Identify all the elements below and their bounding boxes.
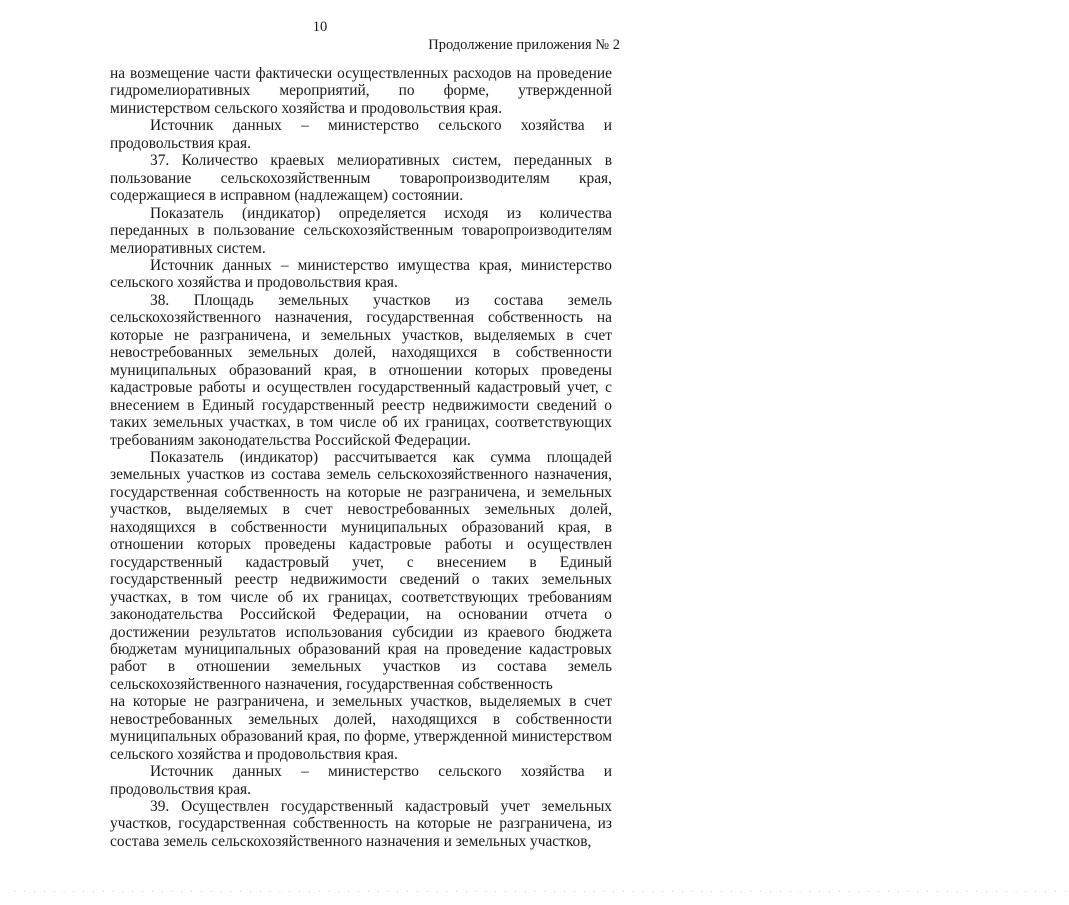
paragraph-continuation: на которые не разграничена, и земельных участков, выделяемых в счет невостребованных земельных долей, находящихся в собственности муниципальных образований края, по форме, утвержденной министерством сельского хозяйства и продовольствия края. <box>110 693 612 763</box>
document-body <box>110 65 612 850</box>
paragraph-data-source: Источник данных – министерство сельского хозяйства и продовольствия края. <box>110 763 612 798</box>
paragraph-item-37: 37. Количество краевых мелиоративных систем, переданных в пользование сельскохозяйственным товаропроизводителям края, содержащиеся в исправном (надлежащем) состоянии. <box>110 152 612 205</box>
paragraph-item-39: 39. Осуществлен государственный кадастровый учет земельных участков, государственная собственность на которые не разграничена, из состава земель сельскохозяйственного назначения и земельных участков, <box>110 798 612 850</box>
paragraph-continuation: на возмещение части фактически осуществленных расходов на проведение гидромелиоративных мероприятий, по форме, утвержденной министерством сельского хозяйства и продовольствия края. <box>110 65 612 117</box>
running-head: Продолжение приложения № 2 <box>428 37 620 53</box>
paragraph-item-38: 38. Площадь земельных участков из состава земель сельскохозяйственного назначения, государственная собственность на которые не разграничена, и земельных участков, выделяемых в счет невостребованных земельных долей, находящихся в собственности муниципальных образований края, в отношении которых проведены кадастровые работы и осуществлен государственный кадастровый учет, с внесением в Единый государственный реестр недвижимости сведений о таких земельных участках, в том числе об их границах, соответствующих требованиям законодательства Российской Федерации. <box>110 291 612 449</box>
scan-dot-artifact: . . . . . . . . . . . . . . . . . . . . . . . . . . . . . . . . . . . . . . . . . . . . . . . . . . . . . . . . . . . . . . . . . . . . . . . . . . . . . . . . . . . . . . . . . . . . . . . . . . . . . . . . . . . . <box>14 887 1069 894</box>
paragraph-data-source: Источник данных – министерство сельского хозяйства и продовольствия края. <box>110 117 612 152</box>
page-number: 10 <box>312 19 328 35</box>
paragraph-data-source: Источник данных – министерство имущества края, министерство сельского хозяйства и продовольствия края. <box>110 256 612 292</box>
paragraph-indicator: Показатель (индикатор) определяется исходя из количества переданных в пользование сельскохозяйственным товаропроизводителям мелиоративных систем. <box>110 204 612 257</box>
paragraph-indicator: Показатель (индикатор) рассчитывается как сумма площадей земельных участков из состава земель сельскохозяйственного назначения, государственная собственность на которые не разграничена, и земельных участков, выделяемых в счет невостребованных земельных долей, находящихся в собственности муниципальных образований края, в отношении которых проведены кадастровые работы и осуществлен государственный кадастровый учет, с внесением в Единый государственный реестр недвижимости сведений о таких земельных участках, в том числе об их границах, соответствующих требованиям законодательства Российской Федерации, на основании отчета о достижении результатов использования субсидии из краевого бюджета бюджетам муниципальных образований края на проведение кадастровых работ в отношении земельных участков из состава земель сельскохозяйственного назначения, государственная собственность <box>110 448 612 693</box>
